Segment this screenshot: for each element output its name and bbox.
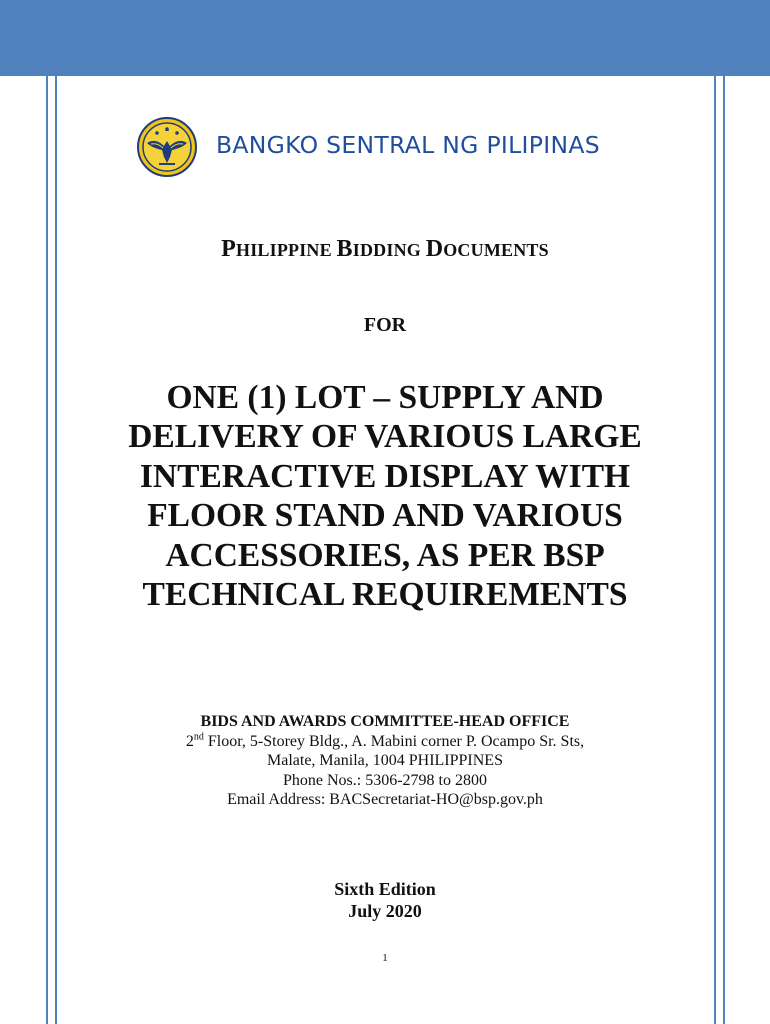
title-word-philippine: HILIPPINE: [236, 240, 337, 260]
title-initial-d: D: [425, 236, 444, 262]
header-band: [0, 0, 770, 76]
title-initial-b: B: [336, 236, 353, 262]
floor-suffix: nd: [193, 731, 204, 743]
title-initial-p: P: [221, 236, 237, 262]
project-title-line: INTERACTIVE DISPLAY WITH: [139, 457, 631, 495]
page-border-right-outer: [723, 76, 725, 1024]
for-label: FOR: [363, 314, 407, 336]
title-word-bidding: IDDING: [352, 240, 426, 260]
document-title: [60, 236, 710, 263]
project-title-line: DELIVERY OF VARIOUS LARGE: [128, 418, 642, 456]
address-line-2: Malate, Manila, 1004 PHILIPPINES: [267, 752, 503, 770]
project-title-line: ONE (1) LOT – SUPPLY AND: [166, 379, 604, 416]
email-address: Email Address: BACSecretariat-HO@bsp.gov.ph: [227, 791, 543, 809]
project-title-line: ACCESSORIES, AS PER BSP: [165, 536, 605, 574]
page-border-left-outer: [46, 76, 48, 1024]
page-border-left-inner: [55, 76, 57, 1024]
office-address-block: [60, 712, 710, 810]
brand-name: BANGKO SENTRAL NG PILIPINAS: [216, 131, 600, 159]
edition-block: [60, 878, 710, 922]
title-word-documents: OCUMENTS: [443, 240, 549, 260]
edition-label: Sixth Edition: [334, 879, 436, 899]
address-line-1-rest: Floor, 5-Storey Bldg., A. Mabini corner P. Ocampo Sr. Sts,: [203, 732, 585, 750]
project-title-line: FLOOR STAND AND VARIOUS: [147, 497, 623, 535]
edition-date: July 2020: [348, 901, 422, 921]
address-line-1: [60, 732, 710, 752]
page-number: 1: [382, 952, 388, 964]
page-border-right-inner: [714, 76, 716, 1024]
floor-number: 2: [185, 732, 194, 750]
project-title-line: TECHNICAL REQUIREMENTS: [142, 576, 628, 614]
office-heading: BIDS AND AWARDS COMMITTEE-HEAD OFFICE: [200, 713, 570, 730]
bsp-eagle-seal-icon: [137, 117, 197, 177]
project-title: [60, 378, 710, 614]
phone-numbers: Phone Nos.: 5306-2798 to 2800: [283, 771, 487, 789]
